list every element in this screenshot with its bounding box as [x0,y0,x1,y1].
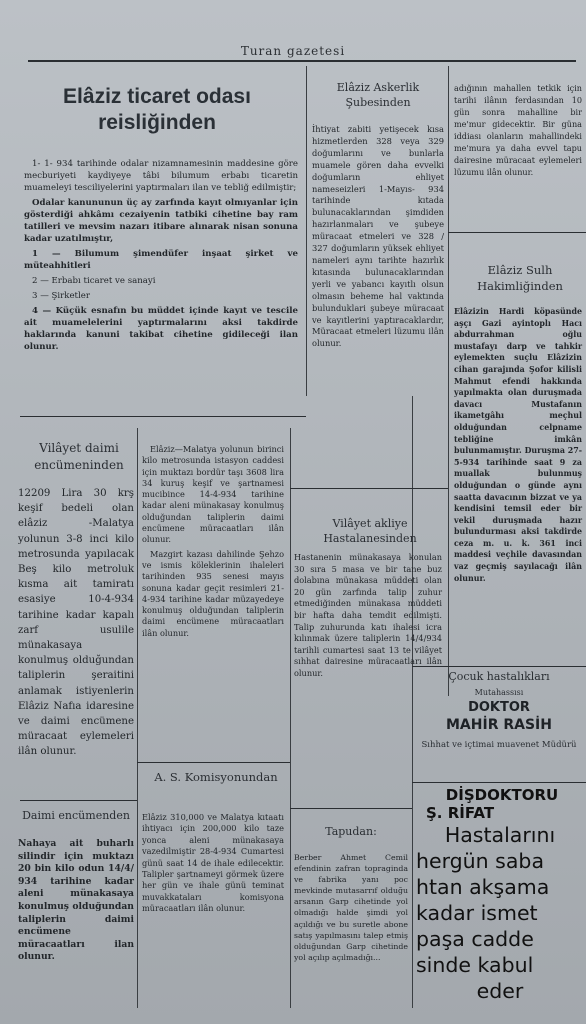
doctor-name: MAHİR RASİH [446,717,552,733]
ticaret-body [24,158,298,356]
section-rule [448,232,586,233]
dentist-line: kadar ismet [416,901,538,925]
tapudan-title: Tapudan: [325,825,377,838]
sulh-body: Elâzizin Hardi köpasünde aşçı Gazi ayintoplı Hacı abdurrahman oğlu mustafayı darp ve tahkir eylemekten suçlu Elâzizin cihan garajında Şofor kilisli Mahmut efendi hakkında yapılmakta olan duruşmada davacı Mustafanın ikametgâhı meçhul olduğundan celpname tebliğine imkân bulunmamıştır. Duruşma 27-5-934 tarihinde saat 9 za muallak bulunmuş olduğundan o günde aynı saatta davacının bizzat ve ya kendisini temsil eder bir vekil duruşmada hazır bulundurması aksi takdirde ceza m. u. k. 361 inci maddesi veçhile davasından vaz geçmiş sayılacağı ilân olunur. [454,307,582,583]
column-rule [306,66,307,396]
daimi-body: Nahaya ait buharlı silindir için muktazı 20 bin kilo odun 14/4/ 934 tarihine kadar aleni münakasaya konulmuş olduğundan taliplerin daimi encümene müracaatları ilan olunur. [18,838,134,963]
dentist-title: DİŞDOKTORU [445,786,559,804]
section-rule [137,762,290,763]
malatya-body [142,444,284,642]
column-rule [290,428,291,1008]
column-rule [137,428,138,1008]
cocuk-subtitle: Mutahassısı [474,688,524,697]
komisyon-title: A. S. Komisyonundan [154,770,278,784]
doctor-role: Sıhhat ve içtimai muavenet Müdürü [421,740,577,750]
dentist-hours [416,822,584,1004]
section-rule [412,782,586,783]
vilayet-body: 12209 Lira 30 krş keşif bedeli olan elâziz -Malatya yolunun 3-8 inci kilo metrosunda yapılacak Beş kilo metroluk kısma ait tamiratı esasiye 10-4-934 tarihine kadar kapalı zarf usulile münakasaya konulmuş olduğundan taliplerin şeraitini anlamak istiyenlerin Elâziz Nafıa idaresine ve daimi encümene müracaat eylemeleri ilân olunur. [18,488,134,758]
masthead-rule [28,60,576,62]
dentist-line: sinde kabul [416,953,534,977]
askerlik-body: İhtiyat zabiti yetişecek kısa hizmetlerden 328 veya 329 doğumlarını ve bunlarla muamele gören daha evvelki doğumların ehliyet nameseizleri 1-Mayıs- 934 tarihinde kıtada bulunacaklarından şimdiden hazırlanmaları ve şubeye müracaat etmeleri ve 328 / 327 doğumların yüksek ehliyet nameleri aynı tarihte hazırlık kıtasında bulunacaklarından yerli ve yabancı kayıtlı olsun olmasın beheme hal vaktında bulunduklari şubeye müracaat ve kayıtlerini yaptıracaklardır, Müracaat etmeleri lüzumu ilân olunur. [312,124,444,349]
section-rule [20,800,137,801]
tapu-continuation: adığının mahallen tetkik için tarihi ilânın ferdasından 10 gün sonra mahalline bir me'mur gidecektir. Bir güna iddiası olanların mahallindeki me'mura ya daha evvel tapu dairesine müracaat eylemeleri lüzumu ilân olunur. [454,83,582,177]
tapudan-body: Berber Ahmet Cemil efendinin zafran topraginda ve fabrika yanı poc mevkinde mutasarrıf olduğu arsanın Garp cihetinde yol olmadığı halde şimdi yol açıldığı ve bu suretle abone satış yapılmasını talep etmiş olduğundan Garp cihetinde yol açılıp açılmadığı... [294,853,408,962]
malatya-p1: Elâziz—Malatya yolunun birinci kilo metrosunda istasyon caddesi için muktazı bordür taşı 3608 lira 34 kuruş keşif ve şartnamesi mucibince 14-4-934 tarihine kadar aleni münakasay konulmuş olduğundan taliplerin daimi encümene müracaatları ilân olunur. [142,444,284,545]
ticaret-title: Elâziz ticaret odası reisliğinden [63,85,251,134]
malatya-p2: Mazgirt kazası dahilinde Şehzo ve ismis köleklerinin ihaleleri tarihinden 935 senesi mayıs sonuna kadar geçit resimleri 21-4-934 tarihine kadar müzayedeye konulmuş olduğundan taliplerin daimi encümene müracaatları ilân olunur. [142,548,284,638]
dentist-line: htan akşama [416,875,550,899]
komisyon-body: Elâziz 310,000 ve Malatya kıtaatı ihtiyacı için 200,000 kilo taze yonca aleni münakasaya vazedilmiştir 28-4-934 Cumartesi günü saat 14 de ihale edilecektir. Talipler şartnameyi görmek üzere her gün ve ihale günü teminat muvakkataları komisyona müracaatları ilân olunur. [142,812,284,914]
ticaret-item: 2 — Erbabı ticaret ve sanayi [32,276,156,286]
dentist-line: hergün saba [416,849,545,873]
askerlik-title: Elâziz Askerlik Şubesinden [336,81,420,109]
dentist-line: eder [476,979,524,1003]
dentist-name: Ş. RİFAT [426,804,495,822]
ticaret-item: 4 — Küçük esnafın bu müddet içinde kayıt ve tescile ait muamelelerini yaptırmalarını aksi takdirde haklarında kanuni takibat cihetine gidileceği ilan olunur. [24,306,298,352]
cocuk-title: Çocuk hastalıkları [448,670,550,683]
column-rule [448,66,449,696]
section-rule [20,416,306,417]
vilayet-title: Vilâyet daimi encümeninden [34,441,124,472]
ticaret-item: 1 — Bilumum şimendüfer inşaat şirket ve müteahhitleri [24,249,298,271]
ticaret-intro: 1- 1- 934 tarihinde odalar nizamnamesinin maddesine göre mecburiyeti kaydiyeye tâbi bilumum erbabı ticaretin muameleyi tesciliyelerini yaptırmaları ilan ve tebliğ edilmiştir; [24,159,298,193]
ticaret-law: Odalar kanununun üç ay zarfında kayıt olmıyanlar için gösterdiği ahkâmı cezaiyenin tatbiki cihetine bay ram tatilleri ve mevsim nazarı itibare alınarak nisan sonuna kadar uzatılmıştır, [24,198,298,244]
sulh-title: Elâziz Sulh Hakimliğinden [477,263,563,293]
ticaret-item: 3 — Şirketler [32,291,90,301]
akliye-body: Hastanenin münakasaya konulan 30 sıra 5 masa ve bir tane buz dolabına münakasa müddeti olan 20 gün zarfında talip zuhur etmediğinden münakasa müddeti bir hafta daha temdit edilmişti. Talip zuhurunda katı ihalesi icra kılınmak üzere taliplerin 14/4/934 tarihli cumartesi saat 13 te vilâyet sıhhat dairesine müracaatları ilân olunur. [294,552,442,678]
dentist-line: Hastalarını [444,823,556,847]
masthead: Turan gazetesi [240,44,346,58]
section-rule [290,488,448,489]
section-rule [290,808,412,809]
dentist-line: paşa cadde [416,927,534,951]
daimi-title: Daimi encümenden [22,809,130,822]
doctor-label: DOKTOR [468,700,530,715]
akliye-title: Vilâyet akliye Hastalanesinden [323,517,417,545]
